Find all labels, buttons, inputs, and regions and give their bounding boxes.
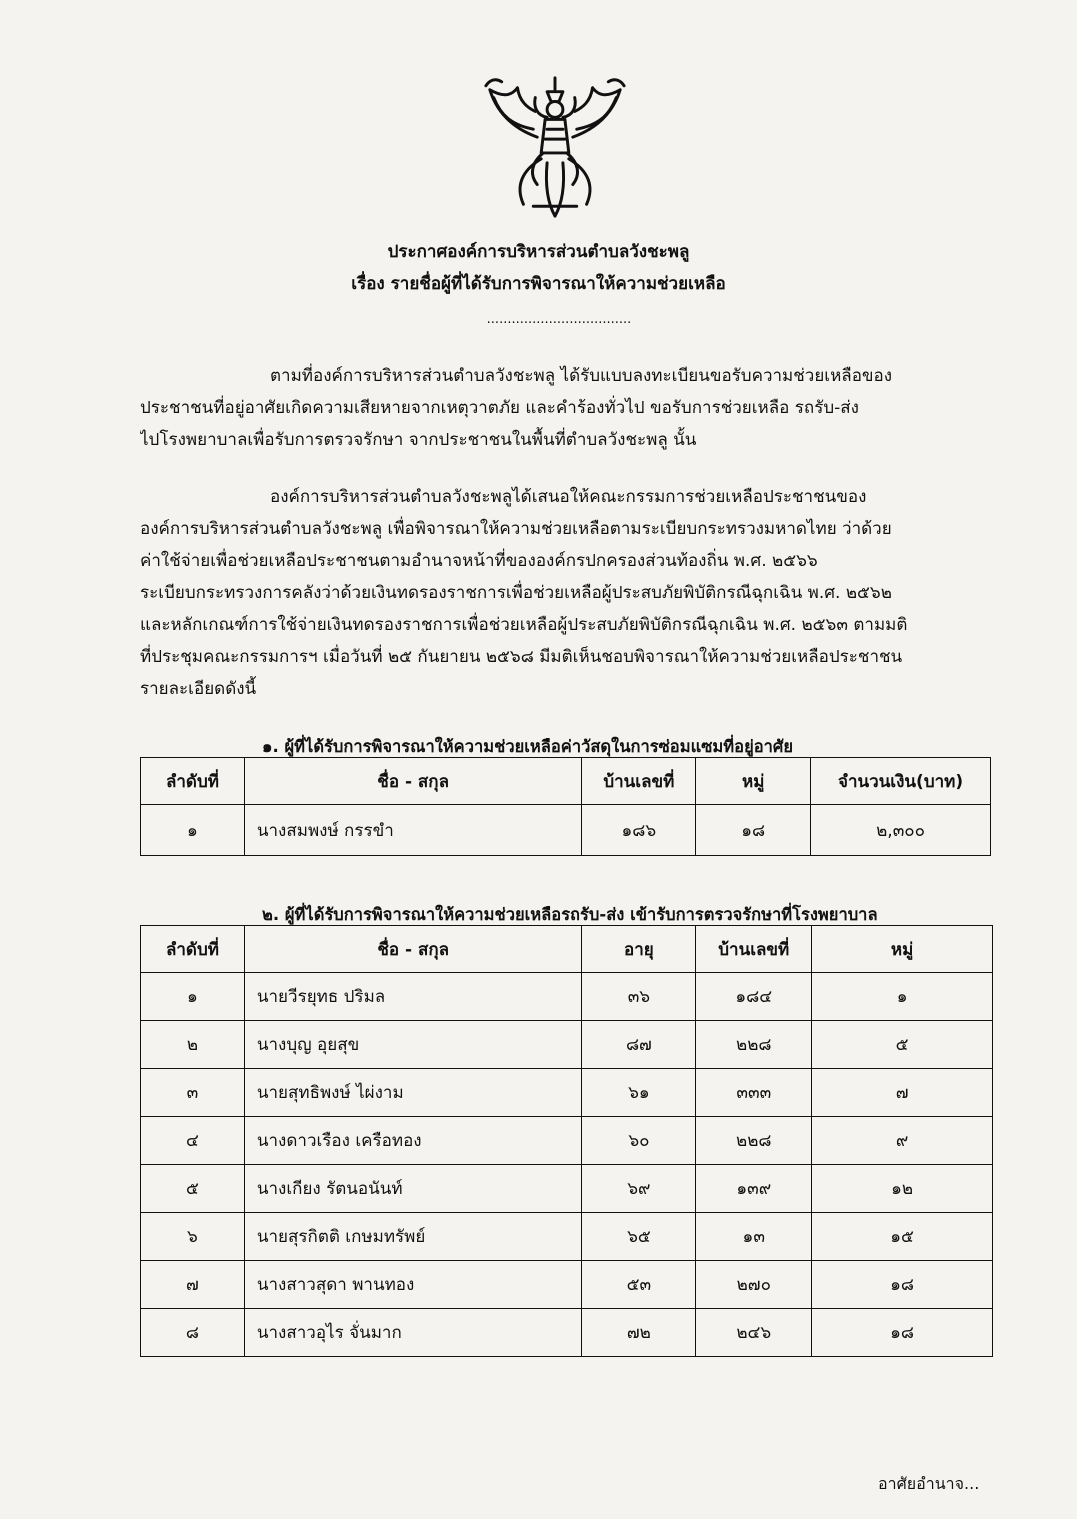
table-cell: ๓๓๓ <box>696 1069 812 1117</box>
title-divider: ................................... <box>486 312 632 327</box>
table-cell: ๕ <box>141 1165 245 1213</box>
table-cell: ๙ <box>812 1117 993 1165</box>
table-cell: ๑๘๖ <box>582 805 696 856</box>
table-cell: ๒ <box>141 1021 245 1069</box>
paragraph-line: ประชาชนที่อยู่อาศัยเกิดความเสียหายจากเหตุวาตภัย และคำร้องทั่วไป ขอรับการช่วยเหลือ รถรับ-ส่ง <box>140 398 859 418</box>
table-cell: นางสาวอุไร จั่นมาก <box>244 1309 582 1357</box>
table-cell: ๖๐ <box>582 1117 696 1165</box>
table-cell: ๒๒๘ <box>696 1117 812 1165</box>
paragraph-2 <box>140 481 988 705</box>
announcement-title: ประกาศองค์การบริหารส่วนตำบลวังชะพลู <box>387 242 690 262</box>
table-row <box>141 1165 993 1213</box>
table-cell: ๑๒ <box>812 1165 993 1213</box>
table-cell: ๑๓๙ <box>696 1165 812 1213</box>
paragraph-line: ที่ประชุมคณะกรรมการฯ เมื่อวันที่ ๒๕ กันยายน ๒๕๖๘ มีมติเห็นชอบพิจารณาให้ความช่วยเหลือประชาชน <box>140 647 903 667</box>
table-cell: ๒,๓๐๐ <box>811 805 991 856</box>
column-header: ลำดับที่ <box>141 926 245 973</box>
table-cell: นางสมพงษ์ กรรขำ <box>244 805 582 856</box>
table-cell: ๘ <box>141 1309 245 1357</box>
table-row <box>141 1309 993 1357</box>
table-cell: ๑๘ <box>812 1309 993 1357</box>
table-cell: นางเกียง รัตนอนันท์ <box>244 1165 582 1213</box>
table-cell: นายสุทธิพงษ์ ไผ่งาม <box>244 1069 582 1117</box>
table-cell: ๒๒๘ <box>696 1021 812 1069</box>
table-cell: ๑๕ <box>812 1213 993 1261</box>
section-1-heading: ๑. ผู้ที่ได้รับการพิจารณาให้ความช่วยเหลือค่าวัสดุในการซ่อมแซมที่อยู่อาศัย <box>262 737 794 756</box>
table-header-row <box>141 758 991 805</box>
table-cell: นายสุรกิตติ เกษมทรัพย์ <box>244 1213 582 1261</box>
table-cell: ๒๔๖ <box>696 1309 812 1357</box>
table-cell: ๑ <box>812 973 993 1021</box>
table-cell: ๒๗๐ <box>696 1261 812 1309</box>
repair-assistance-table <box>140 757 991 856</box>
table-cell: ๑ <box>141 805 245 856</box>
table-cell: ๑๘ <box>812 1261 993 1309</box>
garuda-emblem-icon <box>474 68 636 226</box>
table-cell: ๖๙ <box>582 1165 696 1213</box>
table-cell: ๑๓ <box>696 1213 812 1261</box>
table-cell: ๖๕ <box>582 1213 696 1261</box>
column-header: ชื่อ - สกุล <box>244 926 582 973</box>
table-cell: ๕ <box>812 1021 993 1069</box>
table-cell: ๗ <box>141 1261 245 1309</box>
paragraph-line: ค่าใช้จ่ายเพื่อช่วยเหลือประชาชนตามอำนาจหน้าที่ขององค์กรปกครองส่วนท้องถิ่น พ.ศ. ๒๕๖๖ <box>140 551 818 571</box>
table-row <box>141 973 993 1021</box>
column-header: อายุ <box>582 926 696 973</box>
table-row <box>141 805 991 856</box>
announcement-subject: เรื่อง รายชื่อผู้ที่ได้รับการพิจารณาให้ความช่วยเหลือ <box>351 274 726 294</box>
table-cell: ๗๒ <box>582 1309 696 1357</box>
column-header: หมู่ <box>696 758 811 805</box>
table-cell: นางดาวเรือง เครือทอง <box>244 1117 582 1165</box>
table-cell: ๕๓ <box>582 1261 696 1309</box>
paragraph-line: องค์การบริหารส่วนตำบลวังชะพลูได้เสนอให้คณะกรรมการช่วยเหลือประชาชนของ <box>270 487 867 507</box>
table-cell: ๑ <box>141 973 245 1021</box>
table-cell: ๑๘ <box>696 805 811 856</box>
table-cell: ๔ <box>141 1117 245 1165</box>
paragraph-line: ไปโรงพยาบาลเพื่อรับการตรวจรักษา จากประชาชนในพื้นที่ตำบลวังชะพลู นั้น <box>140 430 697 450</box>
table-cell: ๑๘๔ <box>696 973 812 1021</box>
column-header: บ้านเลขที่ <box>582 758 696 805</box>
table-cell: นายวีรยุทธ ปริมล <box>244 973 582 1021</box>
table-cell: ๓๖ <box>582 973 696 1021</box>
transport-assistance-table <box>140 925 993 1357</box>
table-row <box>141 1261 993 1309</box>
table-row <box>141 1069 993 1117</box>
paragraph-line: ตามที่องค์การบริหารส่วนตำบลวังชะพลู ได้รับแบบลงทะเบียนขอรับความช่วยเหลือของ <box>270 366 893 386</box>
paragraph-1 <box>140 360 988 456</box>
table-row <box>141 1021 993 1069</box>
column-header: หมู่ <box>812 926 993 973</box>
section-2-heading: ๒. ผู้ที่ได้รับการพิจารณาให้ความช่วยเหลือรถรับ-ส่ง เข้ารับการตรวจรักษาที่โรงพยาบาล <box>262 905 878 924</box>
paragraph-line: ระเบียบกระทรวงการคลังว่าด้วยเงินทดรองราชการเพื่อช่วยเหลือผู้ประสบภัยพิบัติกรณีฉุกเฉิน พ.ศ. ๒๕๖๒ <box>140 583 892 603</box>
continuation-note: อาศัยอำนาจ... <box>878 1474 980 1493</box>
column-header: ลำดับที่ <box>141 758 245 805</box>
table-row <box>141 1213 993 1261</box>
paragraph-line: องค์การบริหารส่วนตำบลวังชะพลู เพื่อพิจารณาให้ความช่วยเหลือตามระเบียบกระทรวงมหาดไทย ว่าด้วย <box>140 519 892 539</box>
table-cell: ๖ <box>141 1213 245 1261</box>
table-cell: ๖๑ <box>582 1069 696 1117</box>
paragraph-line: รายละเอียดดังนี้ <box>140 679 257 699</box>
column-header: ชื่อ - สกุล <box>244 758 582 805</box>
column-header: จำนวนเงิน(บาท) <box>811 758 991 805</box>
table-cell: ๘๗ <box>582 1021 696 1069</box>
table-row <box>141 1117 993 1165</box>
paragraph-line: และหลักเกณฑ์การใช้จ่ายเงินทดรองราชการเพื่อช่วยเหลือผู้ประสบภัยพิบัติกรณีฉุกเฉิน พ.ศ. ๒๕๖๓ ตามมติ <box>140 615 908 635</box>
table-cell: ๗ <box>812 1069 993 1117</box>
table-cell: นางสาวสุดา พานทอง <box>244 1261 582 1309</box>
column-header: บ้านเลขที่ <box>696 926 812 973</box>
table-header-row <box>141 926 993 973</box>
table-cell: ๓ <box>141 1069 245 1117</box>
table-cell: นางบุญ อุยสุข <box>244 1021 582 1069</box>
